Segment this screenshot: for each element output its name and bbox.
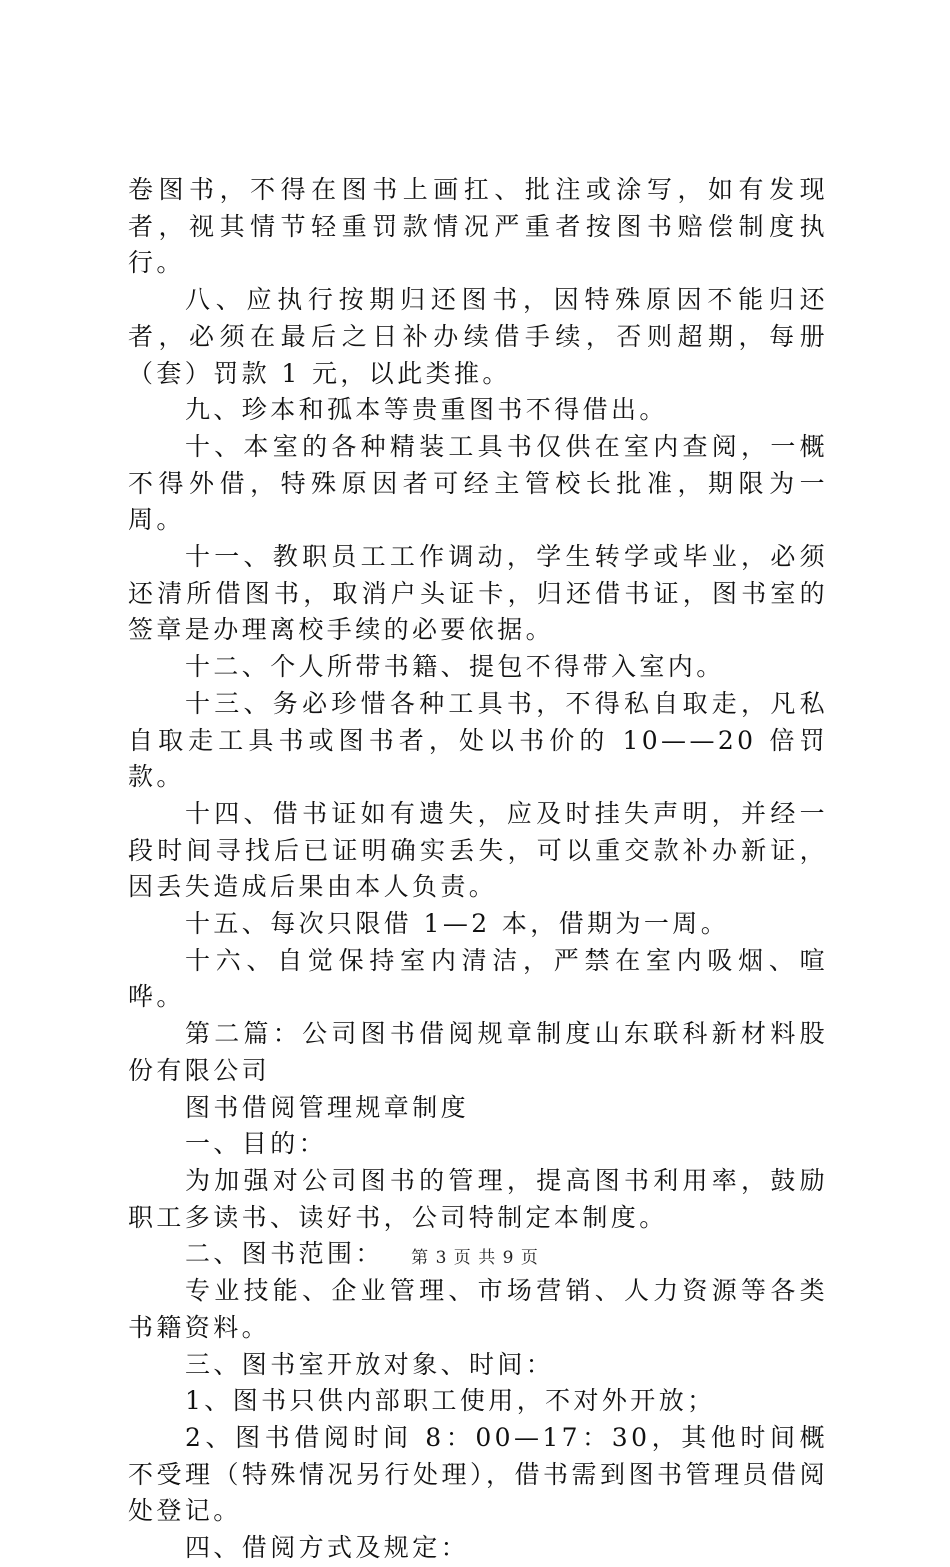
paragraph-3: 九、珍本和孤本等贵重图书不得借出。 <box>185 395 668 425</box>
paragraph-2: 八、应执行按期归还图书，因特殊原因不能归还者，必须在最后之日补办续借手续，否则超期，每册（套）罚款 1 元，以此类推。 <box>128 285 828 388</box>
paragraph-purpose: 为加强对公司图书的管理，提高图书利用率，鼓励职工多读书、读好书，公司特制定本制度。 <box>128 1165 828 1232</box>
paragraph-6: 十二、个人所带书籍、提包不得带入室内。 <box>185 652 725 682</box>
paragraph-10: 十六、自觉保持室内清洁，严禁在室内吸烟、喧哗。 <box>128 945 828 1012</box>
heading-opening: 三、图书室开放对象、时间： <box>185 1349 555 1379</box>
page-footer: 第 3 页 共 9 页 <box>411 1248 539 1268</box>
paragraph-8: 十四、借书证如有遗失，应及时挂失声明，并经一段时间寻找后已证明确实丢失，可以重交款补办新证，因丢失造成后果由本人负责。 <box>128 798 828 902</box>
paragraph-4: 十、本室的各种精装工具书仅供在室内查阅，一概不得外借，特殊原因者可经主管校长批准，期限为一周。 <box>128 431 828 535</box>
paragraph-9: 十五、每次只限借 1—2 本，借期为一周。 <box>185 909 730 939</box>
paragraph-opening-2: 2、图书借阅时间 8：00—17：30，其他时间概不受理（特殊情况另行处理），借书需到图书管理员借阅处登记。 <box>128 1422 828 1526</box>
paragraph-opening-1: 1、图书只供内部职工使用，不对外开放； <box>185 1386 716 1416</box>
paragraph-scope: 专业技能、企业管理、市场营销、人力资源等各类书籍资料。 <box>128 1276 828 1342</box>
document-body <box>128 172 828 1567</box>
heading-scope: 二、图书范围： <box>185 1239 384 1269</box>
section-heading-part-two: 第二篇：公司图书借阅规章制度山东联科新材料股份有限公司 <box>128 1019 828 1085</box>
paragraph-1: 卷图书，不得在图书上画扛、批注或涂写，如有发现者，视其情节轻重罚款情况严重者按图书赔偿制度执行。 <box>128 175 828 278</box>
heading-purpose: 一、目的： <box>185 1129 328 1159</box>
paragraph-7: 十三、务必珍惜各种工具书，不得私自取走，凡私自取走工具书或图书者，处以书价的 10——20 倍罚款。 <box>128 688 828 792</box>
heading-borrowing-rules: 四、借阅方式及规定： <box>185 1533 470 1563</box>
regulation-title: 图书借阅管理规章制度 <box>185 1092 470 1122</box>
paragraph-5: 十一、教职员工工作调动，学生转学或毕业，必须还清所借图书，取消户头证卡，归还借书证，图书室的签章是办理离校手续的必要依据。 <box>128 542 828 645</box>
